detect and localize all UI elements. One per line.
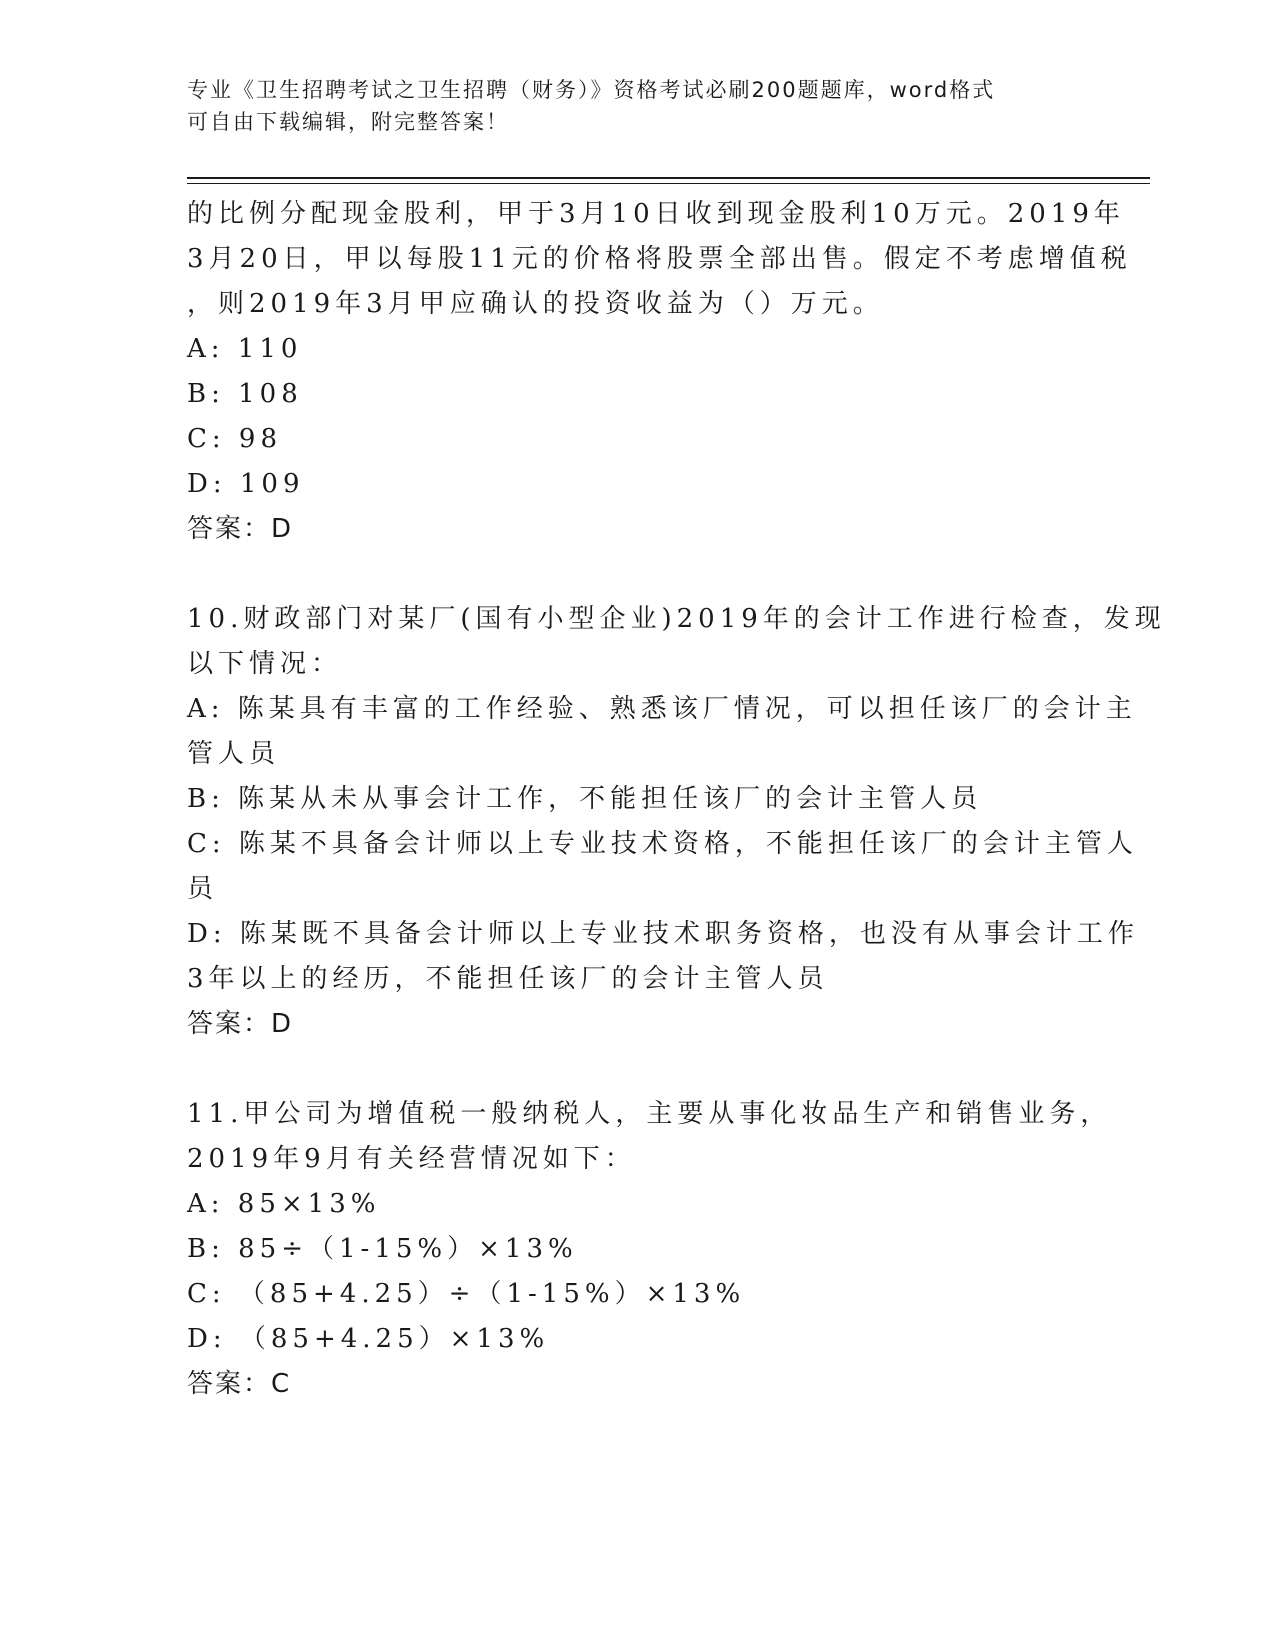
question-stem-line: ，则2019年3月甲应确认的投资收益为（）万元。 — [187, 289, 884, 319]
question-list — [187, 192, 1166, 1407]
spacer — [187, 552, 1087, 597]
question-stem-line: 11.甲公司为增值税一般纳税人，主要从事化妆品生产和销售业务， — [187, 1099, 1112, 1129]
option-b: B: 85÷（1-15%）×13% — [187, 1234, 578, 1264]
header-line-2: 可自由下载编辑，附完整答案！ — [187, 110, 509, 134]
question-stem-line: 以下情况： — [187, 649, 343, 679]
page-header — [187, 74, 1067, 138]
option-a: A: 85×13% — [187, 1189, 381, 1219]
spacer — [187, 1047, 1087, 1092]
header-divider-thin — [187, 183, 1150, 184]
option-c: C: （85+4.25）÷（1-15%）×13% — [187, 1279, 746, 1309]
answer-line: 答案：D — [187, 1009, 294, 1039]
option-a: A: 陈某具有丰富的工作经验、熟悉该厂情况，可以担任该厂的会计主 — [187, 694, 1137, 724]
option-c: C: 98 — [187, 424, 283, 454]
option-a: A: 110 — [187, 334, 303, 364]
question-11 — [187, 1092, 1112, 1407]
question-10 — [187, 597, 1166, 1047]
option-d-continued: 3年以上的经历，不能担任该厂的会计主管人员 — [187, 964, 829, 994]
option-b: B: 陈某从未从事会计工作，不能担任该厂的会计主管人员 — [187, 784, 983, 814]
header-line-1: 专业《卫生招聘考试之卫生招聘（财务）》资格考试必刷200题题库，word格式 — [187, 78, 996, 102]
option-d: D: （85+4.25）×13% — [187, 1324, 550, 1354]
question-9 — [187, 192, 1132, 552]
question-stem-line: 10.财政部门对某厂(国有小型企业)2019年的会计工作进行检查，发现 — [187, 604, 1166, 634]
answer-line: 答案：D — [187, 514, 294, 544]
question-stem-line: 2019年9月有关经营情况如下： — [187, 1144, 636, 1174]
option-b: B: 108 — [187, 379, 303, 409]
question-stem-line: 的比例分配现金股利，甲于3月10日收到现金股利10万元。2019年 — [187, 199, 1125, 229]
header-divider-thick — [187, 177, 1150, 179]
option-d: D: 109 — [187, 469, 305, 499]
question-stem-line: 3月20日，甲以每股11元的价格将股票全部出售。假定不考虑增值税 — [187, 244, 1132, 274]
option-c: C: 陈某不具备会计师以上专业技术资格，不能担任该厂的会计主管人 — [187, 829, 1138, 859]
option-a-continued: 管人员 — [187, 739, 281, 769]
option-d: D: 陈某既不具备会计师以上专业技术职务资格，也没有从事会计工作 — [187, 919, 1139, 949]
answer-line: 答案：C — [187, 1369, 292, 1399]
option-c-continued: 员 — [187, 874, 219, 904]
